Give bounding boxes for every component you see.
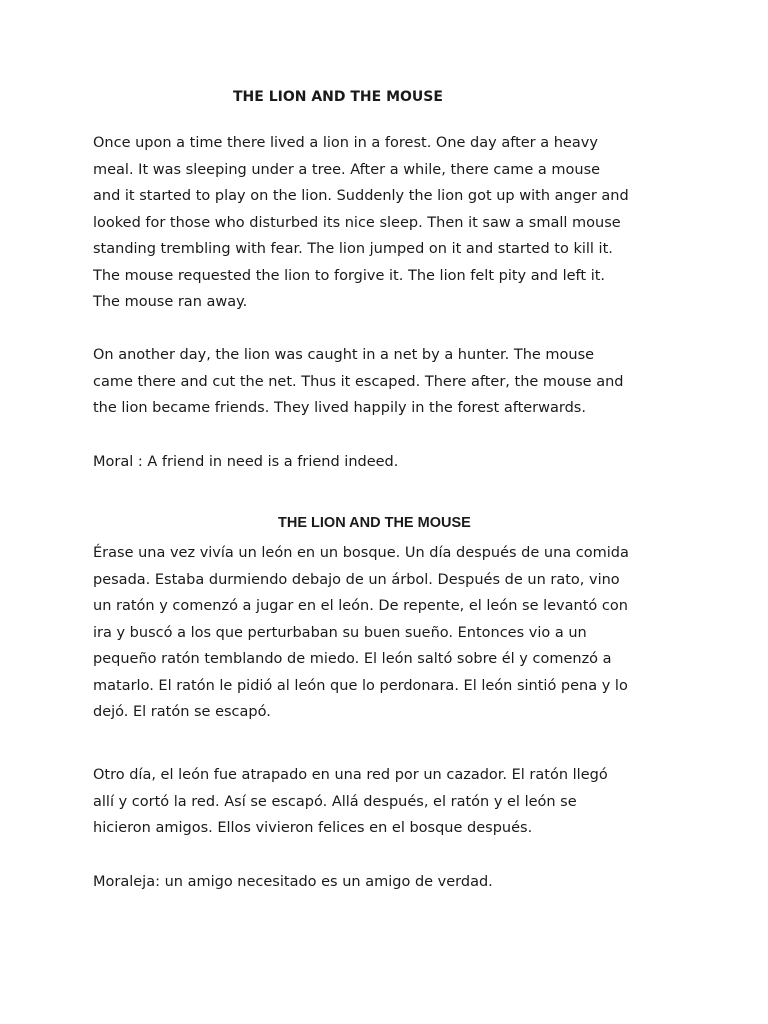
- text-line: un ratón y comenzó a jugar en el león. De repente, el león se levantó con: [93, 598, 628, 614]
- english-paragraph-2: [93, 342, 623, 422]
- text-line: allí y cortó la red. Así se escapó. Allá después, el ratón y el león se: [93, 793, 577, 810]
- text-line: Érase una vez vivía un león en un bosque. Un día después de una comida: [93, 545, 629, 561]
- english-moral: [93, 449, 398, 476]
- text-line: ira y buscó a los que perturbaban su buen sueño. Entonces vio a un: [93, 624, 587, 641]
- text-line: pesada. Estaba durmiendo debajo de un árbol. Después de un rato, vino: [93, 571, 620, 588]
- english-paragraph-1: [93, 130, 629, 316]
- text-line: matarlo. El ratón le pidió al león que lo perdonara. El león sintió pena y lo: [93, 677, 628, 694]
- text-line: The mouse ran away.: [93, 294, 248, 310]
- moral-text: Moraleja: un amigo necesitado es un amigo de verdad.: [93, 874, 493, 890]
- spanish-paragraph-2: [93, 762, 608, 842]
- text-line: The mouse requested the lion to forgive it. The lion felt pity and left it.: [93, 267, 606, 284]
- spanish-moral: [93, 869, 493, 896]
- text-line: pequeño ratón temblando de miedo. El león saltó sobre él y comenzó a: [93, 651, 612, 667]
- english-title: THE LION AND THE MOUSE: [233, 89, 443, 105]
- moral-text: Moral : A friend in need is a friend indeed.: [93, 454, 399, 470]
- text-line: On another day, the lion was caught in a net by a hunter. The mouse: [93, 347, 595, 363]
- text-line: the lion became friends. They lived happily in the forest afterwards.: [93, 400, 586, 416]
- text-line: Once upon a time there lived a lion in a forest. One day after a heavy: [93, 135, 598, 151]
- text-line: meal. It was sleeping under a tree. After a while, there came a mouse: [93, 161, 601, 178]
- spanish-title: THE LION AND THE MOUSE: [278, 515, 471, 531]
- text-line: came there and cut the net. Thus it escaped. There after, the mouse and: [93, 373, 624, 390]
- text-line: Otro día, el león fue atrapado en una red por un cazador. El ratón llegó: [93, 767, 608, 783]
- text-line: hicieron amigos. Ellos vivieron felices en el bosque después.: [93, 820, 533, 836]
- text-line: standing trembling with fear. The lion jumped on it and started to kill it.: [93, 241, 613, 257]
- spanish-paragraph-1: [93, 540, 629, 726]
- text-line: looked for those who disturbed its nice sleep. Then it saw a small mouse: [93, 214, 621, 231]
- text-line: dejó. El ratón se escapó.: [93, 704, 271, 720]
- text-line: and it started to play on the lion. Suddenly the lion got up with anger and: [93, 188, 629, 204]
